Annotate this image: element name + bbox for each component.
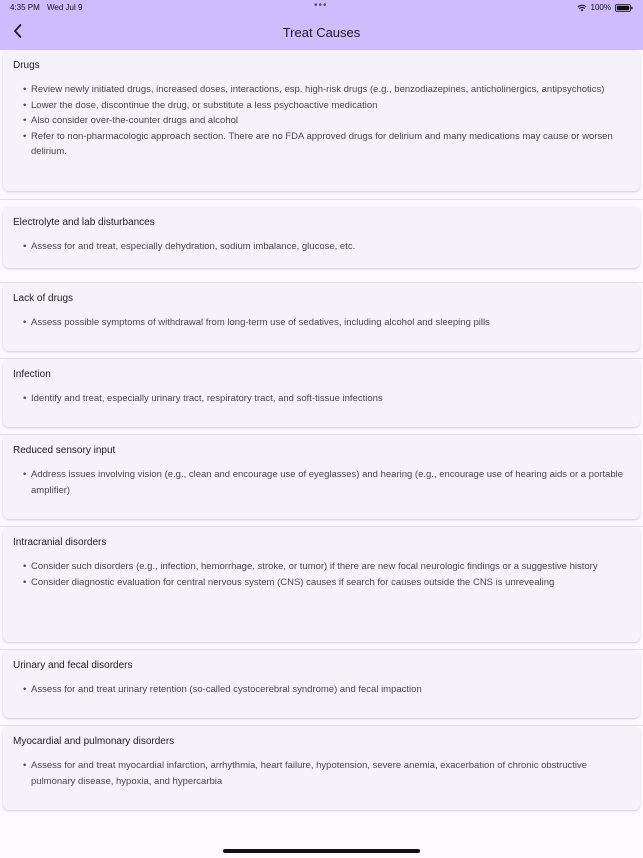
section-urinary-fecal-disorders: [0, 650, 643, 726]
battery-icon: [615, 4, 633, 12]
section-card: [3, 726, 640, 810]
bullet-list: [13, 82, 630, 160]
section-title: Electrolyte and lab disturbances: [13, 217, 155, 228]
list-item: • Review newly initiated drugs, increased doses, interactions, esp. high-risk drugs (e.g., benzodiazepines, anticholinergics, antipsychotics): [23, 82, 630, 98]
section-title: Urinary and fecal disorders: [13, 660, 133, 671]
list-item: • Refer to non-pharmacologic approach section. There are no FDA approved drugs for delirium and many medications may cause or worsen delirium.: [23, 129, 630, 160]
list-item: • Assess possible symptoms of withdrawal from long-term use of sedatives, including alcohol and sleeping pills: [23, 315, 630, 331]
list-item: • Assess for and treat urinary retention (so-called cystocerebral syndrome) and fecal impaction: [23, 682, 630, 698]
battery-percent: 100%: [590, 3, 611, 12]
section-title: Reduced sensory input: [13, 445, 116, 456]
list-item: • Consider such disorders (e.g., infection, hemorrhage, stroke, or tumor) if there are new focal neurologic findings or a suggestive history: [23, 559, 630, 575]
status-time: 4:35 PM: [10, 3, 40, 12]
wifi-icon: [577, 4, 587, 12]
section-title: Lack of drugs: [13, 293, 74, 304]
section-card: [3, 50, 640, 191]
section-card: [3, 650, 640, 718]
list-item: • Also consider over-the-counter drugs and alcohol: [23, 113, 630, 129]
list-item: • Address issues involving vision (e.g., clean and encourage use of eyeglasses) and hearing (e.g., encourage use of hearing aids or a portable amplifier): [23, 467, 630, 498]
bullet-list: [13, 467, 630, 498]
bullet-list: [13, 391, 630, 407]
section-title: Myocardial and pulmonary disorders: [13, 736, 175, 747]
bullet-list: [13, 758, 630, 789]
section-drugs: [0, 50, 643, 200]
section-reduced-sensory-input: [0, 435, 643, 527]
section-card: [3, 283, 640, 351]
section-title: Infection: [13, 369, 51, 380]
section-title: Drugs: [13, 60, 40, 71]
multitasking-dots[interactable]: •••: [314, 0, 328, 11]
section-card: [3, 207, 640, 268]
bullet-list: [13, 559, 630, 590]
list-item: • Lower the dose, discontinue the drug, or substitute a less psychoactive medication: [23, 98, 630, 114]
section-myocardial-pulmonary-disorders: [0, 726, 643, 817]
status-bar: [0, 0, 643, 16]
section-electrolyte-lab: [0, 207, 643, 283]
section-title: Intracranial disorders: [13, 537, 107, 548]
page-title: Treat Causes: [282, 25, 361, 40]
list-item: • Identify and treat, especially urinary tract, respiratory tract, and soft-tissue infections: [23, 391, 630, 407]
bullet-list: [13, 682, 630, 698]
section-card: [3, 527, 640, 642]
home-indicator[interactable]: [223, 849, 420, 853]
causes-list: [0, 50, 643, 817]
section-card: [3, 435, 640, 519]
list-item: • Assess for and treat myocardial infarction, arrhythmia, heart failure, hypotension, severe anemia, exacerbation of chronic obstructive pulmonary disease, hypoxia, and hypercarbia: [23, 758, 630, 789]
status-date: Wed Jul 9: [47, 3, 83, 12]
section-lack-of-drugs: [0, 283, 643, 359]
list-item: • Consider diagnostic evaluation for central nervous system (CNS) causes if search for causes outside the CNS is unrevealing: [23, 575, 630, 591]
section-intracranial-disorders: [0, 527, 643, 650]
section-card: [3, 359, 640, 427]
status-indicators: [577, 3, 633, 12]
bullet-list: [13, 239, 630, 255]
section-infection: [0, 359, 643, 435]
list-item: • Assess for and treat, especially dehydration, sodium imbalance, glucose, etc.: [23, 239, 630, 255]
bullet-list: [13, 315, 630, 331]
app-bar: [0, 16, 643, 50]
